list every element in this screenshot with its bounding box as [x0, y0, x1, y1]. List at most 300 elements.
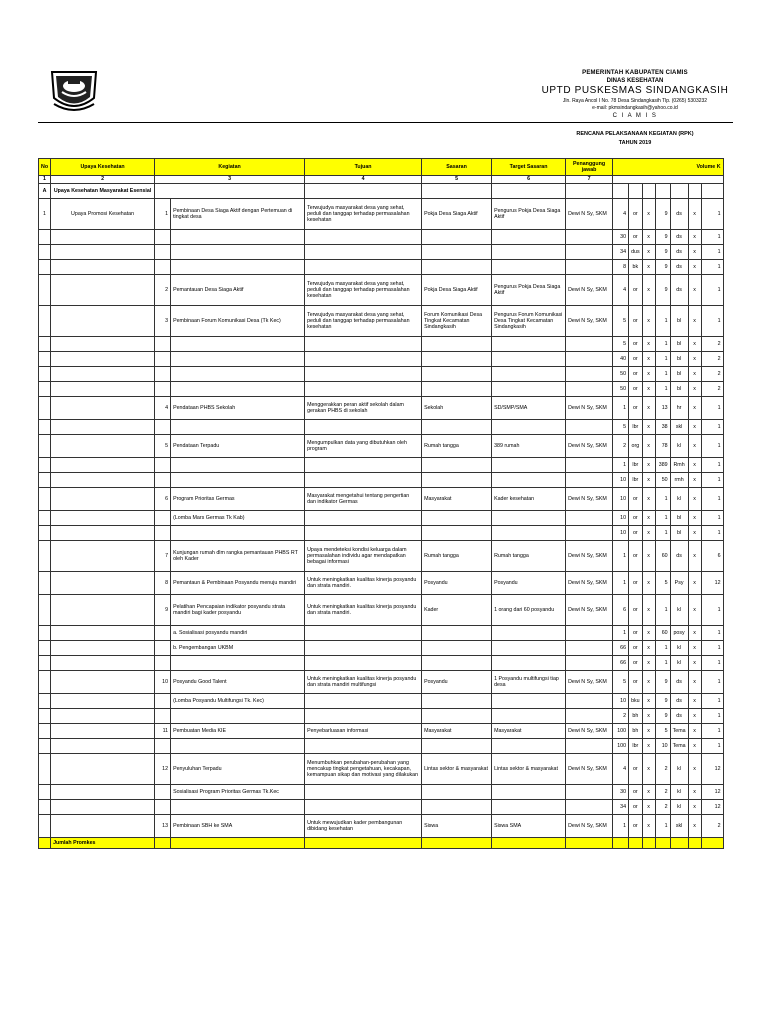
volume-freq: 1: [701, 245, 723, 260]
table-row: [39, 337, 724, 352]
kegiatan-cell: b. Pengembangan UKBM: [171, 641, 305, 656]
volume-times2: x: [688, 352, 701, 367]
target-cell: Pengurus Pokja Desa Siaga Aktif: [492, 275, 566, 306]
kegiatan-no: 8: [155, 572, 171, 595]
target-cell: Lintas sektor & masyarakat: [492, 754, 566, 785]
volume-unit: or: [629, 595, 643, 626]
kegiatan-no: [155, 337, 171, 352]
kegiatan-cell: Pemantauan Desa Siaga Aktif: [171, 275, 305, 306]
department-line: DINAS KESEHATAN: [606, 78, 664, 84]
volume-unit: or: [629, 800, 643, 815]
sasaran-cell: [422, 367, 492, 382]
volume-times2: x: [688, 458, 701, 473]
target-cell: Posyandu: [492, 572, 566, 595]
row-no: [39, 572, 51, 595]
kegiatan-no: [155, 230, 171, 245]
volume-unit2: posy: [670, 626, 688, 641]
kegiatan-no: [155, 694, 171, 709]
volume-freq: 12: [701, 754, 723, 785]
volume-qty: 40: [613, 352, 629, 367]
volume-qty2: 1: [655, 595, 670, 626]
target-cell: Pengurus Forum Komunikasi Desa Tingkat Kecamatan Sindangkasih: [492, 306, 566, 337]
volume-unit: dus: [629, 245, 643, 260]
volume-freq: 1: [701, 656, 723, 671]
kegiatan-no: 9: [155, 595, 171, 626]
sasaran-cell: [422, 739, 492, 754]
volume-qty2: 1: [655, 526, 670, 541]
volume-times2: x: [688, 245, 701, 260]
tujuan-cell: [305, 641, 422, 656]
target-cell: [492, 382, 566, 397]
volume-freq: 2: [701, 815, 723, 838]
tujuan-cell: [305, 230, 422, 245]
volume-unit: or: [629, 306, 643, 337]
index-cell: 4: [305, 176, 422, 184]
volume-qty: 6: [613, 595, 629, 626]
row-no: [39, 785, 51, 800]
volume-qty2: 10: [655, 739, 670, 754]
index-cell: 2: [51, 176, 155, 184]
volume-qty2: 1: [655, 815, 670, 838]
volume-unit2: skl: [670, 420, 688, 435]
volume-unit: or: [629, 397, 643, 420]
penanggung-jawab-cell: [566, 800, 613, 815]
tujuan-cell: [305, 352, 422, 367]
table-row: [39, 754, 724, 785]
tujuan-cell: [305, 382, 422, 397]
upaya-cell: [51, 337, 155, 352]
target-cell: Pengurus Pokja Desa Siaga Aktif: [492, 199, 566, 230]
penanggung-jawab-cell: [566, 511, 613, 526]
volume-qty: 5: [613, 306, 629, 337]
tujuan-cell: Terwujudya masyarakat desa yang sehat, peduli dan tanggap terhadap permasalahan kesehatan: [305, 275, 422, 306]
sasaran-cell: [422, 260, 492, 275]
volume-qty: 10: [613, 488, 629, 511]
penanggung-jawab-cell: [566, 260, 613, 275]
volume-freq: 1: [701, 511, 723, 526]
row-no: [39, 656, 51, 671]
volume-times: x: [642, 260, 655, 275]
kegiatan-no: 3: [155, 306, 171, 337]
volume-qty: 5: [613, 337, 629, 352]
volume-times: x: [642, 572, 655, 595]
table-header-row: [39, 159, 724, 176]
upaya-cell: [51, 754, 155, 785]
volume-unit2: kl: [670, 641, 688, 656]
volume-qty: 1: [613, 626, 629, 641]
header-kegiatan: Kegiatan: [155, 159, 305, 176]
header-penanggung-jawab: Penanggung jawab: [566, 159, 613, 176]
volume-times2: x: [688, 724, 701, 739]
row-no: [39, 420, 51, 435]
penanggung-jawab-cell: [566, 641, 613, 656]
volume-unit: bk: [629, 260, 643, 275]
target-cell: Kader kesehatan: [492, 488, 566, 511]
total-label: Jumlah Promkes: [51, 838, 155, 849]
target-cell: 1 orang dari 60 posyandu: [492, 595, 566, 626]
tujuan-cell: [305, 420, 422, 435]
volume-freq: 1: [701, 435, 723, 458]
sasaran-cell: [422, 641, 492, 656]
kegiatan-no: 6: [155, 488, 171, 511]
volume-qty: 30: [613, 230, 629, 245]
kegiatan-cell: [171, 367, 305, 382]
volume-times: x: [642, 199, 655, 230]
sasaran-cell: [422, 511, 492, 526]
penanggung-jawab-cell: [566, 337, 613, 352]
volume-times2: x: [688, 656, 701, 671]
volume-freq: 1: [701, 473, 723, 488]
volume-freq: 1: [701, 526, 723, 541]
kegiatan-cell: [171, 352, 305, 367]
penanggung-jawab-cell: [566, 526, 613, 541]
volume-qty: 1: [613, 541, 629, 572]
volume-qty2: 1: [655, 656, 670, 671]
volume-qty2: 9: [655, 230, 670, 245]
row-no: [39, 306, 51, 337]
target-cell: Rumah tangga: [492, 541, 566, 572]
sasaran-cell: Masyarakat: [422, 488, 492, 511]
sasaran-cell: [422, 458, 492, 473]
volume-qty2: 1: [655, 641, 670, 656]
upaya-cell: [51, 511, 155, 526]
upaya-cell: [51, 473, 155, 488]
penanggung-jawab-cell: [566, 367, 613, 382]
volume-unit: or: [629, 526, 643, 541]
kegiatan-cell: [171, 382, 305, 397]
volume-qty2: 1: [655, 367, 670, 382]
table-row: [39, 382, 724, 397]
penanggung-jawab-cell: [566, 694, 613, 709]
index-cell: 7: [566, 176, 613, 184]
kegiatan-no: [155, 367, 171, 382]
volume-times: x: [642, 739, 655, 754]
volume-unit: bh: [629, 724, 643, 739]
volume-times: x: [642, 420, 655, 435]
tujuan-cell: Untuk meningkatkan kualitas kinerja posyandu dan strata mandiri.: [305, 595, 422, 626]
kegiatan-cell: [171, 800, 305, 815]
tujuan-cell: [305, 656, 422, 671]
target-cell: [492, 473, 566, 488]
volume-freq: 1: [701, 641, 723, 656]
volume-unit2: kl: [670, 800, 688, 815]
volume-qty: 1: [613, 458, 629, 473]
volume-freq: 1: [701, 458, 723, 473]
row-no: [39, 367, 51, 382]
volume-unit: or: [629, 367, 643, 382]
volume-unit: or: [629, 572, 643, 595]
volume-qty2: 9: [655, 694, 670, 709]
kegiatan-no: [155, 709, 171, 724]
upaya-cell: [51, 724, 155, 739]
sasaran-cell: Sekolah: [422, 397, 492, 420]
sasaran-cell: [422, 800, 492, 815]
kegiatan-cell: Pembinaan Desa Siaga Aktif dengan Pertemuan di tingkat desa: [171, 199, 305, 230]
table-row: [39, 694, 724, 709]
target-cell: [492, 656, 566, 671]
kegiatan-no: [155, 641, 171, 656]
volume-qty2: 9: [655, 260, 670, 275]
tujuan-cell: [305, 458, 422, 473]
tujuan-cell: [305, 800, 422, 815]
upaya-cell: [51, 230, 155, 245]
volume-freq: 1: [701, 306, 723, 337]
table-row: [39, 420, 724, 435]
volume-unit2: kl: [670, 435, 688, 458]
volume-times: x: [642, 382, 655, 397]
volume-times: x: [642, 367, 655, 382]
volume-unit2: ds: [670, 230, 688, 245]
volume-qty2: 5: [655, 724, 670, 739]
sasaran-cell: Siswa: [422, 815, 492, 838]
target-cell: [492, 739, 566, 754]
kegiatan-no: [155, 656, 171, 671]
volume-qty: 100: [613, 739, 629, 754]
upaya-cell: [51, 572, 155, 595]
penanggung-jawab-cell: [566, 626, 613, 641]
penanggung-jawab-cell: [566, 656, 613, 671]
volume-times: x: [642, 473, 655, 488]
volume-unit2: Psy: [670, 572, 688, 595]
kegiatan-no: [155, 382, 171, 397]
row-no: [39, 541, 51, 572]
kegiatan-cell: Sosialisasi Program Prioritas Germas Tk.Kec: [171, 785, 305, 800]
volume-qty: 5: [613, 671, 629, 694]
sasaran-cell: Masyarakat: [422, 724, 492, 739]
volume-times: x: [642, 724, 655, 739]
volume-unit2: bl: [670, 511, 688, 526]
row-no: [39, 754, 51, 785]
target-cell: [492, 337, 566, 352]
volume-times2: x: [688, 306, 701, 337]
volume-qty2: 9: [655, 275, 670, 306]
volume-times2: x: [688, 435, 701, 458]
volume-unit: or: [629, 541, 643, 572]
volume-times: x: [642, 785, 655, 800]
volume-times2: x: [688, 641, 701, 656]
upaya-cell: [51, 420, 155, 435]
kegiatan-cell: Pembinaan Forum Komunikasi Desa (Tk Kec): [171, 306, 305, 337]
volume-unit: or: [629, 754, 643, 785]
table-row: [39, 260, 724, 275]
volume-times2: x: [688, 230, 701, 245]
sasaran-cell: Posyandu: [422, 671, 492, 694]
sasaran-cell: [422, 709, 492, 724]
volume-freq: 1: [701, 694, 723, 709]
kegiatan-cell: [171, 739, 305, 754]
volume-qty2: 2: [655, 800, 670, 815]
volume-freq: 1: [701, 260, 723, 275]
kegiatan-cell: [171, 526, 305, 541]
sasaran-cell: Posyandu: [422, 572, 492, 595]
table-row: [39, 785, 724, 800]
volume-times2: x: [688, 420, 701, 435]
volume-qty: 8: [613, 260, 629, 275]
penanggung-jawab-cell: [566, 230, 613, 245]
tujuan-cell: Terwujudya masyarakat desa yang sehat, peduli dan tanggap terhadap permasalahan kesehatan: [305, 199, 422, 230]
penanggung-jawab-cell: [566, 739, 613, 754]
penanggung-jawab-cell: Dewi N Sy, SKM: [566, 671, 613, 694]
table-row: [39, 572, 724, 595]
target-cell: 1 Posyandu multifungsi tiap desa: [492, 671, 566, 694]
kegiatan-no: 10: [155, 671, 171, 694]
upaya-cell: [51, 488, 155, 511]
volume-qty2: 389: [655, 458, 670, 473]
row-no: [39, 526, 51, 541]
tujuan-cell: Terwujudya masyarakat desa yang sehat, peduli dan tanggap terhadap permasalahan kesehatan: [305, 306, 422, 337]
kegiatan-cell: Pembinaan SBH ke SMA: [171, 815, 305, 838]
volume-unit2: ds: [670, 245, 688, 260]
tujuan-cell: [305, 245, 422, 260]
table-row: [39, 626, 724, 641]
volume-times: x: [642, 595, 655, 626]
volume-unit: org: [629, 435, 643, 458]
volume-times2: x: [688, 397, 701, 420]
volume-qty: 4: [613, 754, 629, 785]
kegiatan-no: 11: [155, 724, 171, 739]
volume-freq: 1: [701, 420, 723, 435]
volume-unit: bh: [629, 709, 643, 724]
volume-times2: x: [688, 785, 701, 800]
row-no: [39, 511, 51, 526]
sasaran-cell: Forum Komunikasi Desa Tingkat Kecamatan Sindangkasih: [422, 306, 492, 337]
index-cell: 5: [422, 176, 492, 184]
index-cell: [613, 176, 724, 184]
kegiatan-no: 1: [155, 199, 171, 230]
volume-times: x: [642, 694, 655, 709]
volume-freq: 2: [701, 352, 723, 367]
volume-qty: 66: [613, 641, 629, 656]
target-cell: [492, 641, 566, 656]
row-no: [39, 815, 51, 838]
volume-qty: 2: [613, 709, 629, 724]
table-row: [39, 435, 724, 458]
penanggung-jawab-cell: Dewi N Sy, SKM: [566, 435, 613, 458]
volume-unit2: ds: [670, 275, 688, 306]
volume-times2: x: [688, 511, 701, 526]
penanggung-jawab-cell: Dewi N Sy, SKM: [566, 595, 613, 626]
volume-unit2: bl: [670, 382, 688, 397]
tujuan-cell: [305, 785, 422, 800]
volume-unit: or: [629, 382, 643, 397]
tujuan-cell: Untuk mewujudkan kader pembangunan dibidang kesehatan: [305, 815, 422, 838]
volume-qty2: 78: [655, 435, 670, 458]
volume-freq: 2: [701, 337, 723, 352]
volume-qty2: 1: [655, 382, 670, 397]
target-cell: [492, 230, 566, 245]
kegiatan-no: [155, 458, 171, 473]
tujuan-cell: [305, 473, 422, 488]
upaya-cell: [51, 352, 155, 367]
kegiatan-no: [155, 526, 171, 541]
sasaran-cell: Kader: [422, 595, 492, 626]
table-row: [39, 199, 724, 230]
upaya-cell: [51, 671, 155, 694]
upaya-cell: [51, 397, 155, 420]
volume-times: x: [642, 526, 655, 541]
volume-freq: 1: [701, 724, 723, 739]
sasaran-cell: [422, 656, 492, 671]
kegiatan-no: [155, 800, 171, 815]
volume-unit2: skl: [670, 815, 688, 838]
sasaran-cell: [422, 230, 492, 245]
volume-times2: x: [688, 694, 701, 709]
document-title: RENCANA PELAKSANAAN KEGIATAN (RPK): [576, 131, 694, 137]
volume-freq: 2: [701, 367, 723, 382]
volume-times2: x: [688, 815, 701, 838]
volume-unit: or: [629, 337, 643, 352]
volume-freq: 1: [701, 199, 723, 230]
upaya-cell: [51, 739, 155, 754]
volume-qty: 10: [613, 694, 629, 709]
tujuan-cell: [305, 694, 422, 709]
volume-times2: x: [688, 671, 701, 694]
volume-times: x: [642, 626, 655, 641]
volume-qty: 1: [613, 815, 629, 838]
penanggung-jawab-cell: [566, 458, 613, 473]
sasaran-cell: [422, 382, 492, 397]
volume-times2: x: [688, 260, 701, 275]
penanggung-jawab-cell: Dewi N Sy, SKM: [566, 754, 613, 785]
total-row: [39, 838, 724, 849]
volume-times: x: [642, 306, 655, 337]
tujuan-cell: Penyebarluasan informasi: [305, 724, 422, 739]
volume-times: x: [642, 397, 655, 420]
table-row: [39, 230, 724, 245]
volume-freq: 1: [701, 230, 723, 245]
target-cell: [492, 367, 566, 382]
upaya-cell: [51, 458, 155, 473]
volume-qty2: 9: [655, 671, 670, 694]
volume-times: x: [642, 511, 655, 526]
volume-unit2: Tema: [670, 724, 688, 739]
volume-qty2: 2: [655, 785, 670, 800]
upaya-cell: [51, 260, 155, 275]
row-no: [39, 260, 51, 275]
header-upaya: Upaya Kesehatan: [51, 159, 155, 176]
kegiatan-no: [155, 245, 171, 260]
volume-unit: or: [629, 199, 643, 230]
table-row: [39, 739, 724, 754]
kegiatan-cell: Kunjungan rumah dlm rangka pemantauan PHBS RT oleh Kader: [171, 541, 305, 572]
volume-unit2: kl: [670, 595, 688, 626]
penanggung-jawab-cell: Dewi N Sy, SKM: [566, 397, 613, 420]
volume-unit2: Rmh: [670, 458, 688, 473]
target-cell: SD/SMP/SMA: [492, 397, 566, 420]
row-no: [39, 626, 51, 641]
target-cell: [492, 709, 566, 724]
rpk-table: [38, 158, 724, 849]
volume-freq: 1: [701, 595, 723, 626]
kegiatan-no: [155, 473, 171, 488]
table-row: [39, 352, 724, 367]
volume-qty: 1: [613, 397, 629, 420]
volume-qty2: 60: [655, 626, 670, 641]
volume-unit: lbr: [629, 473, 643, 488]
row-no: [39, 473, 51, 488]
kegiatan-cell: Program Prioritas Germas: [171, 488, 305, 511]
volume-times: x: [642, 671, 655, 694]
volume-freq: 1: [701, 626, 723, 641]
volume-times: x: [642, 435, 655, 458]
volume-qty2: 9: [655, 709, 670, 724]
tujuan-cell: Untuk meningkatkan kualitas kinerja posyandu dan strata mandiri multifungsi: [305, 671, 422, 694]
volume-qty2: 1: [655, 488, 670, 511]
volume-unit2: ds: [670, 541, 688, 572]
table-row: [39, 656, 724, 671]
kegiatan-no: 7: [155, 541, 171, 572]
volume-unit2: ds: [670, 671, 688, 694]
